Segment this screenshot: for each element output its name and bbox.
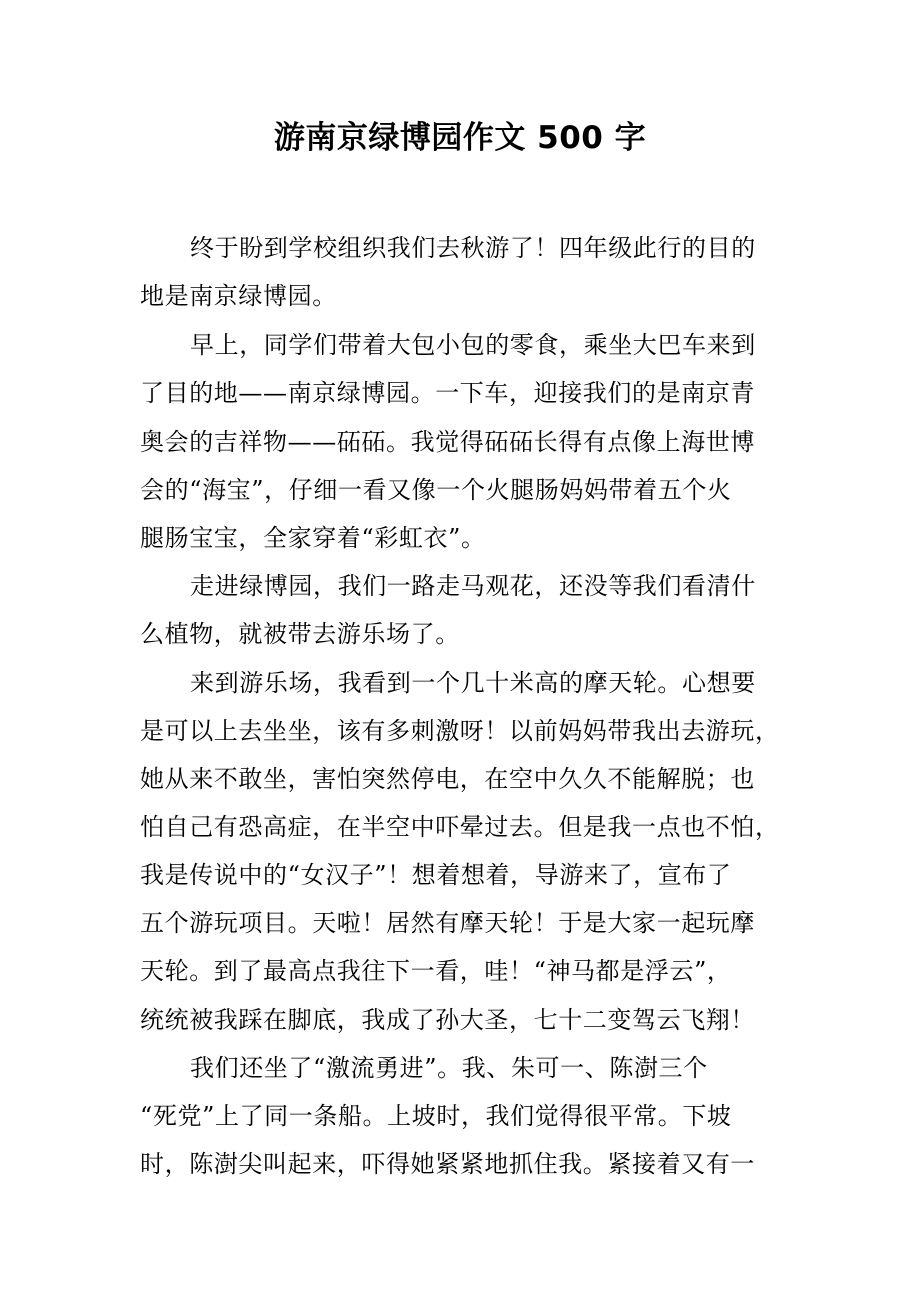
text-line: 怕自己有恐高症，在半空中吓晕过去。但是我一点也不怕， <box>140 813 780 841</box>
text-line: 了目的地——南京绿博园。一下车，迎接我们的是南京青 <box>140 379 755 407</box>
text-line: 时，陈澍尖叫起来，吓得她紧紧地抓住我。紧接着又有一 <box>140 1150 755 1178</box>
text-line: 终于盼到学校组织我们去秋游了！四年级此行的目的 <box>190 234 756 262</box>
text-line: 会的“海宝”，仔细一看又像一个火腿肠妈妈带着五个火 <box>140 476 732 504</box>
text-line: 我是传说中的“女汉子”！想着想着，导游来了，宣布了 <box>140 861 732 889</box>
text-line: 天轮。到了最高点我往下一看，哇！“神马都是浮云”， <box>140 957 732 985</box>
text-line: 五个游玩项目。天啦！居然有摩天轮！于是大家一起玩摩 <box>140 909 755 937</box>
text-line: 来到游乐场，我看到一个几十米高的摩天轮。心想要 <box>190 669 756 697</box>
text-line: 早上，同学们带着大包小包的零食，乘坐大巴车来到 <box>190 331 756 359</box>
text-line: 走进绿博园，我们一路走马观花，还没等我们看清什 <box>190 572 756 600</box>
text-line: 我们还坐了“激流勇进”。我、朱可一、陈澍三个 <box>190 1054 708 1082</box>
text-line: 腿肠宝宝，全家穿着“彩虹衣”。 <box>140 524 486 552</box>
text-line: 她从来不敢坐，害怕突然停电，在空中久久不能解脱；也 <box>140 765 755 793</box>
text-line: 地是南京绿博园。 <box>140 282 337 310</box>
text-line: 奥会的吉祥物——砳砳。我觉得砳砳长得有点像上海世博 <box>140 428 755 456</box>
text-line: “死党”上了同一条船。上坡时，我们觉得很平常。下坡 <box>140 1102 732 1130</box>
document-title: 游南京绿博园作文 500 字 <box>273 120 647 156</box>
text-line: 是可以上去坐坐，该有多刺激呀！以前妈妈带我出去游玩， <box>140 717 780 745</box>
text-line: 么植物，就被带去游乐场了。 <box>140 620 460 648</box>
text-line: 统统被我踩在脚底，我成了孙大圣，七十二变驾云飞翔！ <box>140 1006 755 1034</box>
